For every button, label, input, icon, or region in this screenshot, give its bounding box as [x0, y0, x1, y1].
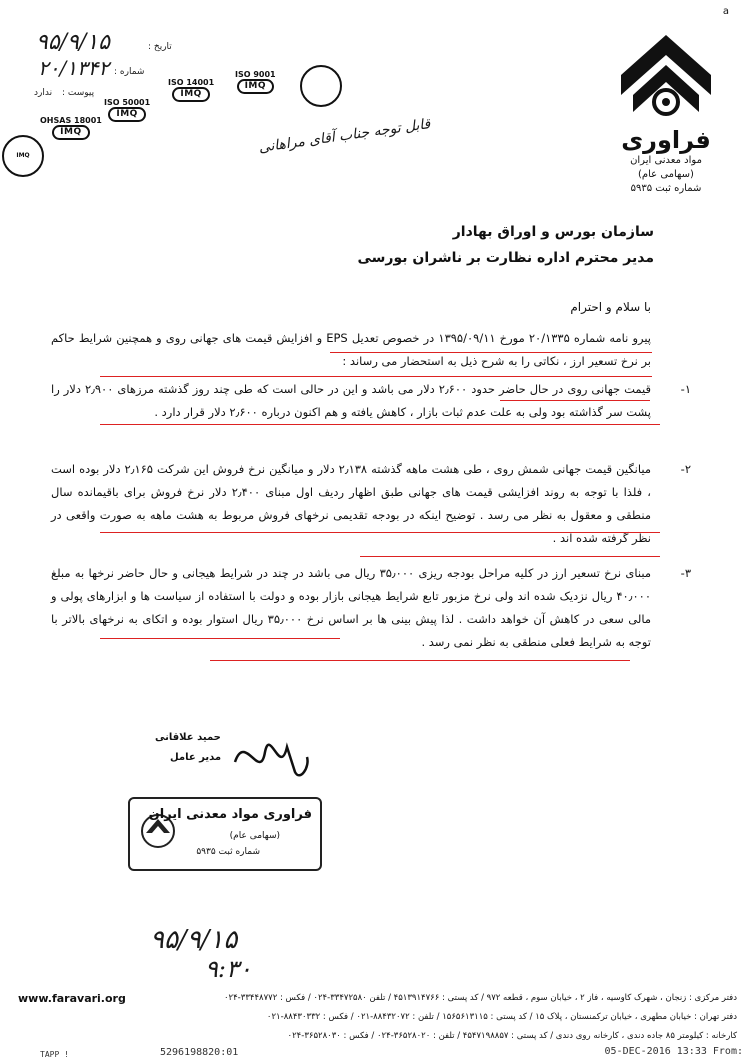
imq-icon: IMQ [237, 79, 274, 94]
recipient-org: سازمان بورس و اوراق بهادار [452, 224, 654, 240]
registration-number: شماره ثبت ۵۹۳۵ [630, 183, 702, 194]
badge-iso14001: ISO 14001 IMQ [168, 78, 214, 102]
company-stamp: فراوری مواد معدنی ایران (سهامی عام) شماره ثبت ۵۹۳۵ [128, 797, 322, 871]
number-value: ۲۰/۱۳۴۲ [38, 56, 110, 80]
recipient-title: مدیر محترم اداره نظارت بر ناشران بورسی [357, 250, 654, 266]
accreditation-seal-icon [300, 65, 342, 107]
footer-tehran-office: دفتر تهران : خیابان مطهری ، خیابان ترکمنستان ، پلاک ۱۵ / کد پستی : ۱۵۶۵۶۱۳۱۱۵ / تلفن : ۸۸۴۳۲۰۷۲-۰۲۱ / فکس : ۸۸۴۳۰۳۳۲-۰۲۱ [266, 1012, 737, 1022]
fax-code: TAPP ! [40, 1050, 69, 1059]
highlight-underline [210, 660, 630, 661]
item-text: قیمت جهانی روی در حال حاضر حدود ۲٫۶۰۰ دلار می باشد و این در حالی است که طی چند روز گذشته مرزهای ۲٫۹۰۰ دلار را پشت سر گذاشته بود ولی به علت عدم ثبات بازار ، کاهش یافته و هم اکنون درباره ۲٫۶۰۰ دلار قرار دارد . [51, 382, 651, 419]
routing-note: قابل توجه جناب آقای مراهانی [257, 116, 432, 156]
badge-ohsas18001: OHSAS 18001 IMQ [40, 116, 102, 140]
badge-iso50001: ISO 50001 IMQ [104, 98, 150, 122]
imq-icon: IMQ [172, 87, 209, 102]
signatory-name: حمید علاقانی [155, 732, 221, 743]
date-label: تاریخ : [148, 42, 172, 52]
signature-scribble-icon [225, 722, 315, 792]
fax-number: 5296198820:01 [160, 1047, 239, 1058]
imq-seal-icon: IMQ [2, 135, 44, 177]
list-item [51, 562, 691, 654]
item-number: ۳- [680, 566, 691, 580]
imq-icon: IMQ [108, 107, 145, 122]
faravari-logo-icon [611, 30, 721, 120]
fax-timestamp: 05-DEC-2016 13:33 From: [604, 1046, 743, 1057]
highlight-underline [100, 532, 660, 533]
website-link[interactable]: www.faravari.org [18, 992, 126, 1005]
footer-factory: کارخانه : کیلومتر ۸۵ جاده دندی ، کارخانه روی دندی / کد پستی : ۴۵۴۷۱۹۸۸۵۷ / تلفن : ۳۶۵۲۸۰۲۰-۰۲۴ / فکس : ۳۶۵۲۸۰۳۰-۰۲۴ [287, 1031, 737, 1041]
received-date: ۹۵/۹/۱۵ [150, 925, 238, 955]
signatory-title: مدیر عامل [170, 752, 222, 763]
list-item [51, 378, 691, 424]
company-subtitle: مواد معدنی ایران [630, 155, 702, 166]
corner-mark: a [722, 6, 729, 17]
received-time: ۹:۳۰ [205, 955, 252, 983]
highlight-underline [360, 556, 660, 557]
highlight-underline [330, 352, 652, 353]
number-label: شماره : [114, 67, 145, 77]
company-name: فراوری [621, 126, 711, 154]
highlight-underline [100, 376, 652, 377]
item-number: ۱- [680, 382, 691, 396]
badge-iso9001: ISO 9001 IMQ [235, 70, 276, 94]
highlight-underline [500, 400, 650, 401]
intro-paragraph: پیرو نامه شماره ۲۰/۱۳۳۵ مورخ ۱۳۹۵/۰۹/۱۱ در خصوص تعدیل EPS و افزایش قیمت های جهانی روی و همچنین شرایط حاکم بر نرخ تسعیر ارز ، نکاتی را به شرح ذیل به استحضار می رساند : [51, 331, 652, 368]
greeting: با سلام و احترام [570, 300, 651, 314]
footer-head-office: دفتر مرکزی : زنجان ، شهرک کاوسیه ، فاز ۲ ، خیابان سوم ، قطعه ۹۷۲ / کد پستی : ۴۵۱۳۹۱۴۷۶۶ / تلفن ۳۳۴۷۲۵۸۰-۰۲۴ / فکس : ۳۳۴۴۸۷۷۲-۰۲۴ [223, 993, 737, 1003]
company-type: (سهامی عام) [638, 169, 694, 180]
highlight-underline [100, 424, 660, 425]
list-item [51, 458, 691, 550]
item-number: ۲- [680, 462, 691, 476]
item-text: میانگین قیمت جهانی شمش روی ، طی هشت ماهه گذشته ۲٫۱۳۸ دلار و میانگین نرخ فروش این شرکت ۲٫۱۶۵ دلار بوده است ، فلذا با توجه به روند افزایشی قیمت های جهانی طبق اظهار ردیف اول مبنای ۲٫۴۰۰ دلار نرخ فروش برای باقیمانده سال منطقی و معقول به نظر می رسد . توضیح اینکه در بودجه تقدیمی نرخهای فروش مربوط به هشت ماهه به صورت واقعی در نظر گرفته شده اند . [51, 462, 651, 545]
company-logo [601, 30, 731, 196]
attachment-value: ندارد [34, 88, 53, 98]
highlight-underline [100, 638, 340, 639]
attachment-label: پیوست : [62, 88, 95, 98]
imq-icon: IMQ [52, 125, 89, 140]
date-value: ۹۵/۹/۱۵ [36, 30, 110, 55]
item-text: مبنای نرخ تسعیر ارز در کلیه مراحل بودجه ریزی ۳۵٫۰۰۰ ریال می باشد در چند در شرایط هیجانی و حال حاضر نرخها به مبلغ ۴۰٫۰۰۰ ریال نزدیک شده اند ولی نرخ مزبور تابع شرایط هیجانی بازار بوده و دولت با استفاده از سیاست ها و ابزارهای پولی و مالی سعی در کاهش آن خواهد داشت . لذا پیش بینی ها بر اساس نرخ ۳۵٫۰۰۰ ریال استوار بوده و اتکای به نرخهای بالاتر با توجه به شرایط فعلی منطقی به نظر نمی رسد . [51, 566, 652, 649]
